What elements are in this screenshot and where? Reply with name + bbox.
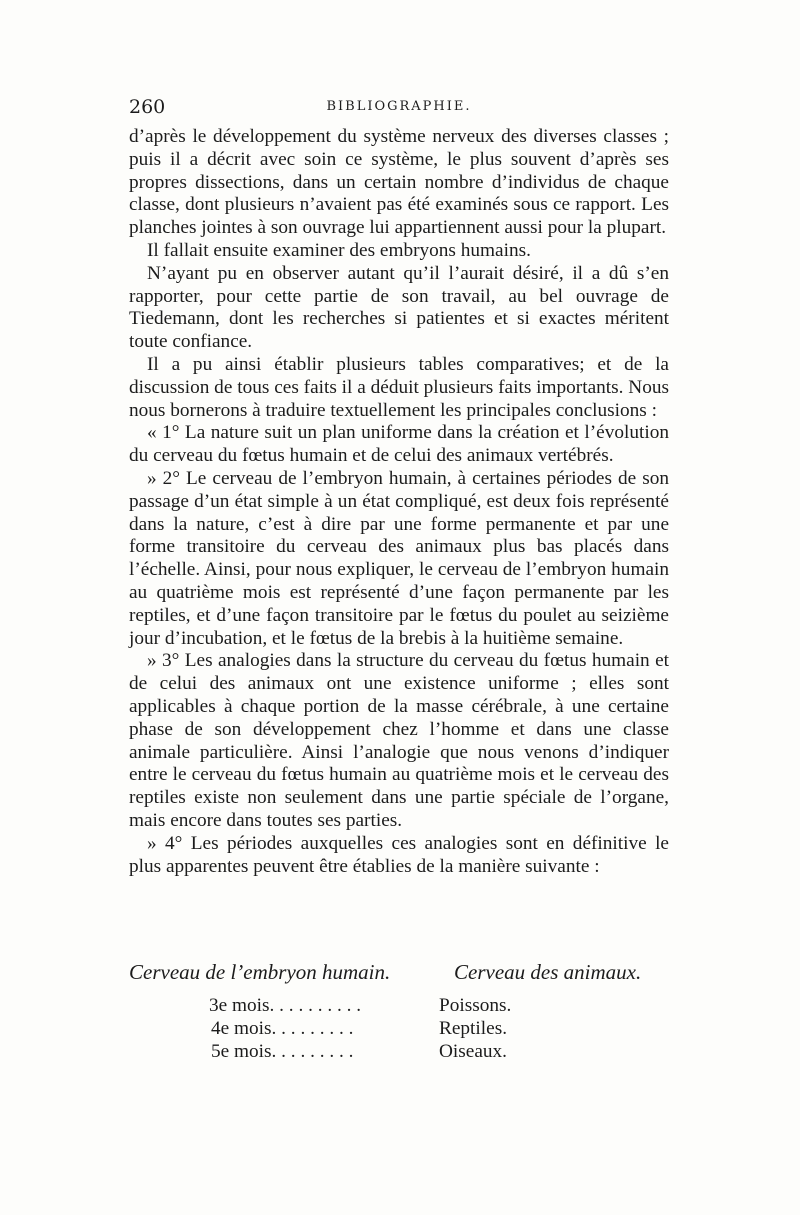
row-animal: Poissons. [439, 995, 512, 1016]
page-header [129, 96, 669, 122]
body-text [129, 126, 669, 878]
table-row [129, 1041, 669, 1065]
paragraph: N’ayant pu en observer autant qu’il l’aurait désiré, il a dû s’en rapporter, pour cette partie de son travail, au bel ouvrage de Tiedemann, dont les recherches si patientes et si exactes méritent toute confiance. [129, 262, 669, 353]
row-animal: Oiseaux. [439, 1041, 508, 1062]
paragraph: « 1° La nature suit un plan uniforme dans la création et l’évolution du cerveau du fœtus humain et de celui des animaux vertébrés. [129, 422, 669, 467]
paragraph: d’après le développement du système nerveux des diverses classes ; puis il a décrit avec soin ce système, le plus souvent d’après ses propres dissections, dans un certain nombre d’individus de chaque classe, dont plusieurs n’avaient pas été examinés sous ce rapport. Les planches jointes à son ouvrage lui appartiennent aussi pour la plupart. [129, 126, 669, 239]
page-number: 260 [129, 96, 166, 118]
table-header [129, 960, 669, 986]
row-stage: 5e mois. . . . . . . . . [211, 1041, 354, 1062]
row-stage: 3e mois. . . . . . . . . . [209, 995, 362, 1016]
table-row [129, 995, 669, 1019]
paragraph: » 4° Les périodes auxquelles ces analogies sont en définitive le plus apparentes peuvent être établies de la manière suivante : [129, 832, 669, 877]
column-header-embryo: Cerveau de l’embryon humain. [129, 960, 391, 984]
column-header-animals: Cerveau des animaux. [454, 960, 642, 984]
paragraph: » 2° Le cerveau de l’embryon humain, à certaines périodes de son passage d’un état simple à un état compliqué, est deux fois représenté dans la nature, c’est à dire par une forme permanente et par une forme transitoire du cerveau des animaux plus bas placés dans l’échelle. Ainsi, pour nous expliquer, le cerveau de l’embryon humain au quatrième mois est représenté d’une façon permanente par les reptiles, et d’une façon transitoire par le fœtus du poulet au seizième jour d’incubation, et le fœtus de la brebis à la huitième semaine. [129, 467, 669, 649]
paragraph: Il a pu ainsi établir plusieurs tables comparatives; et de la discussion de tous ces faits il a déduit plusieurs faits importants. Nous nous bornerons à traduire textuellement les principales conclusions : [129, 353, 669, 421]
paragraph: Il fallait ensuite examiner des embryons humains. [147, 239, 531, 261]
row-stage: 4e mois. . . . . . . . . [211, 1018, 354, 1039]
table-row [129, 1018, 669, 1042]
running-title: BIBLIOGRAPHIE. [326, 99, 472, 114]
paragraph: » 3° Les analogies dans la structure du cerveau du fœtus humain et de celui des animaux ont une existence uniforme ; elles sont applicables à chaque portion de la masse cérébrale, à une certaine phase de son développement chez l’homme et dans une classe animale particulière. Ainsi l’analogie que nous venons d’indiquer entre le cerveau du fœtus humain au quatrième mois et le cerveau des reptiles existe non seulement dans une partie spéciale de l’organe, mais encore dans toutes ses parties. [129, 650, 669, 831]
row-animal: Reptiles. [439, 1018, 508, 1039]
